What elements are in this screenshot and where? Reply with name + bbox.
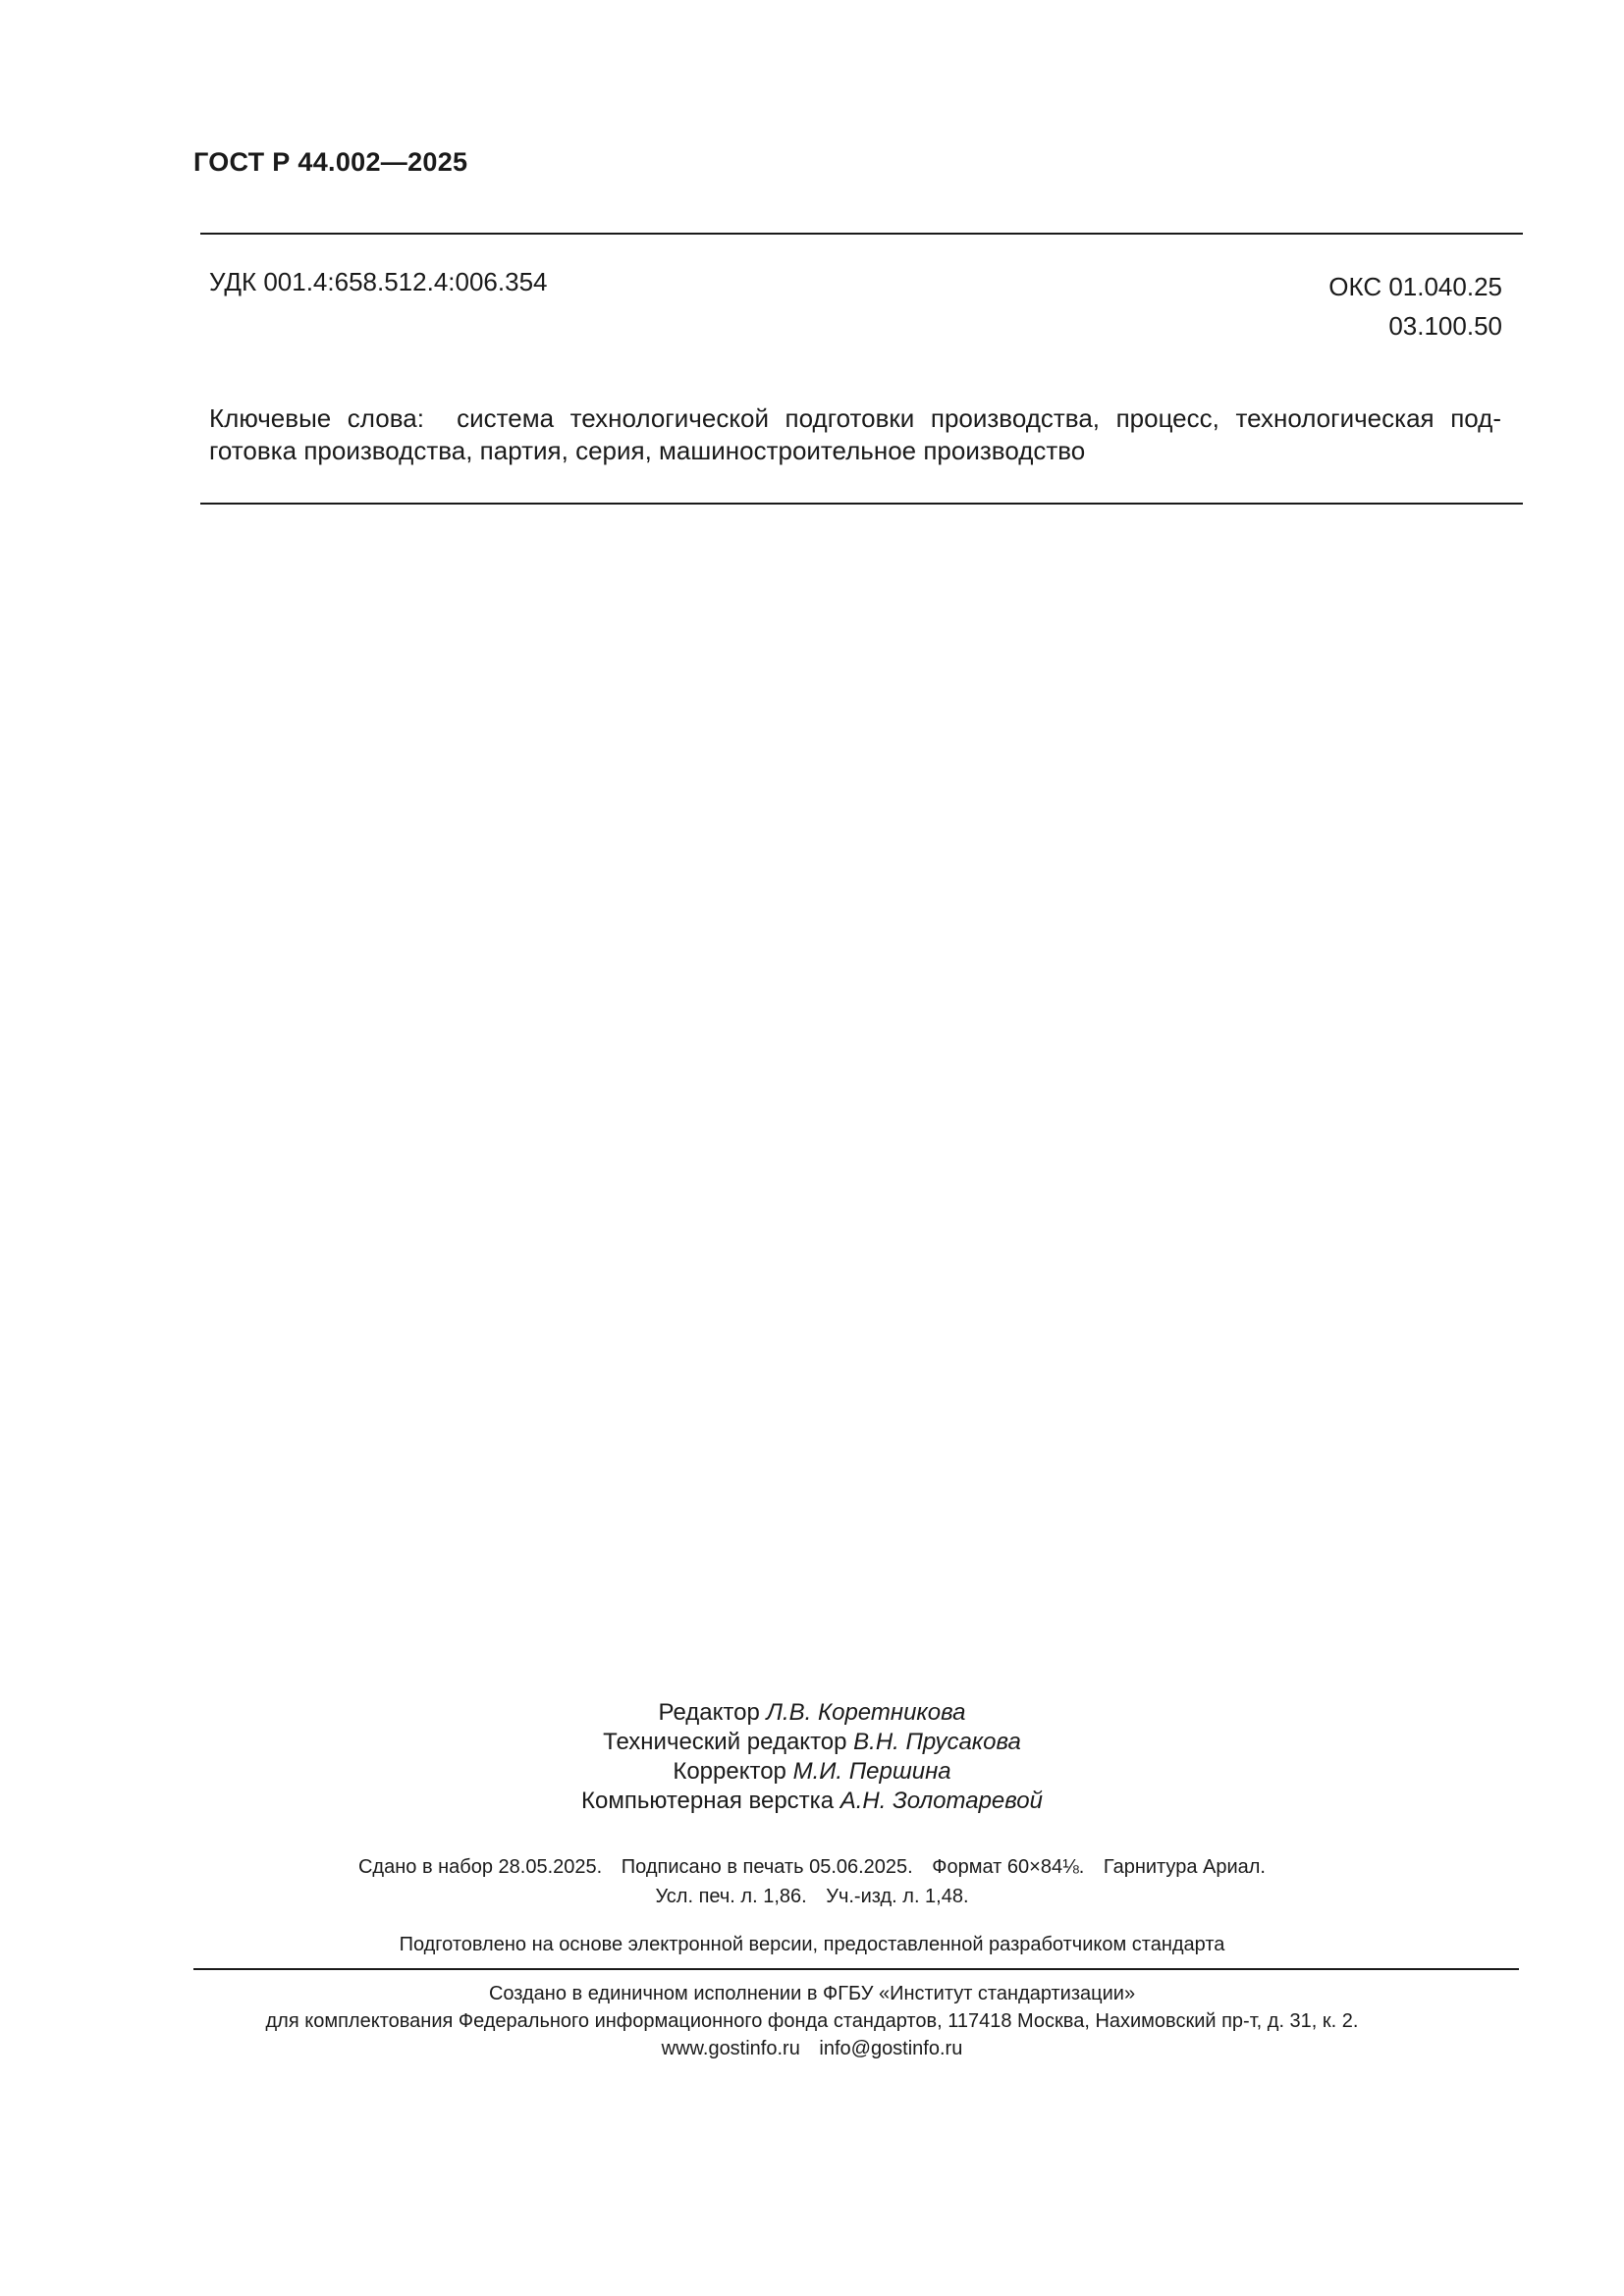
credit-role: Компьютерная верстка [581,1788,835,1814]
keywords-line-2: готовка производства, партия, серия, машиностроительное производство [209,436,1086,465]
website-link[interactable]: www.gostinfo.ru [661,2038,800,2059]
credit-name: В.Н. Прусакова [853,1729,1021,1755]
oks-code-2: 03.100.50 [1388,311,1502,341]
print-info-line-2 [52,1882,1572,1911]
credits-block [0,1698,1624,1816]
footer-line-2: для комплектования Федерального информационного фонда стандартов, 117418 Москва, Нахимовский пр-т, д. 31, к. 2. [265,2010,1359,2032]
keywords-block [209,402,1501,467]
credit-role: Технический редактор [603,1729,847,1755]
keywords-label: Ключевые слова: [209,403,424,433]
keywords-line-1 [209,402,1501,435]
keywords-text-1: система технологической подготовки производства, процесс, технологическая под- [457,403,1502,433]
footer-block [52,1980,1572,2062]
credit-layout [0,1787,1624,1816]
credit-role: Редактор [658,1699,760,1726]
email-link[interactable]: info@gostinfo.ru [819,2038,963,2059]
keywords-divider [200,503,1523,505]
credit-name: А.Н. Золотаревой [839,1788,1043,1814]
submitted-date: Сдано в набор 28.05.2025. [357,1856,603,1878]
credit-role: Корректор [673,1758,786,1785]
credit-editor [0,1698,1624,1728]
udk-code: УДК 001.4:658.512.4:006.354 [209,267,548,296]
credit-corrector [0,1757,1624,1787]
document-code: ГОСТ Р 44.002—2025 [193,147,468,177]
credit-tech-editor [0,1728,1624,1757]
oks-codes [1328,267,1502,346]
signed-date: Подписано в печать 05.06.2025. [621,1856,913,1878]
footer-contacts [52,2035,1572,2062]
printed-sheets: Усл. печ. л. 1,86. [655,1886,807,1907]
print-info-line-1 [52,1852,1572,1882]
paper-format: Формат 60×84⅛. [932,1856,1085,1878]
publishing-sheets: Уч.-изд. л. 1,48. [826,1886,969,1907]
credit-name: Л.В. Коретникова [766,1699,966,1726]
footer-divider [193,1968,1519,1970]
credit-name: М.И. Першина [792,1758,951,1785]
footer-line-1: Создано в единичном исполнении в ФГБУ «Институт стандартизации» [488,1983,1136,2004]
prepared-note: Подготовлено на основе электронной версии, предоставленной разработчиком стандарта [399,1934,1225,1955]
top-divider [200,233,1523,235]
oks-code-1: ОКС 01.040.25 [1328,272,1502,301]
print-info [52,1852,1572,1911]
typeface: Гарнитура Ариал. [1103,1856,1266,1878]
